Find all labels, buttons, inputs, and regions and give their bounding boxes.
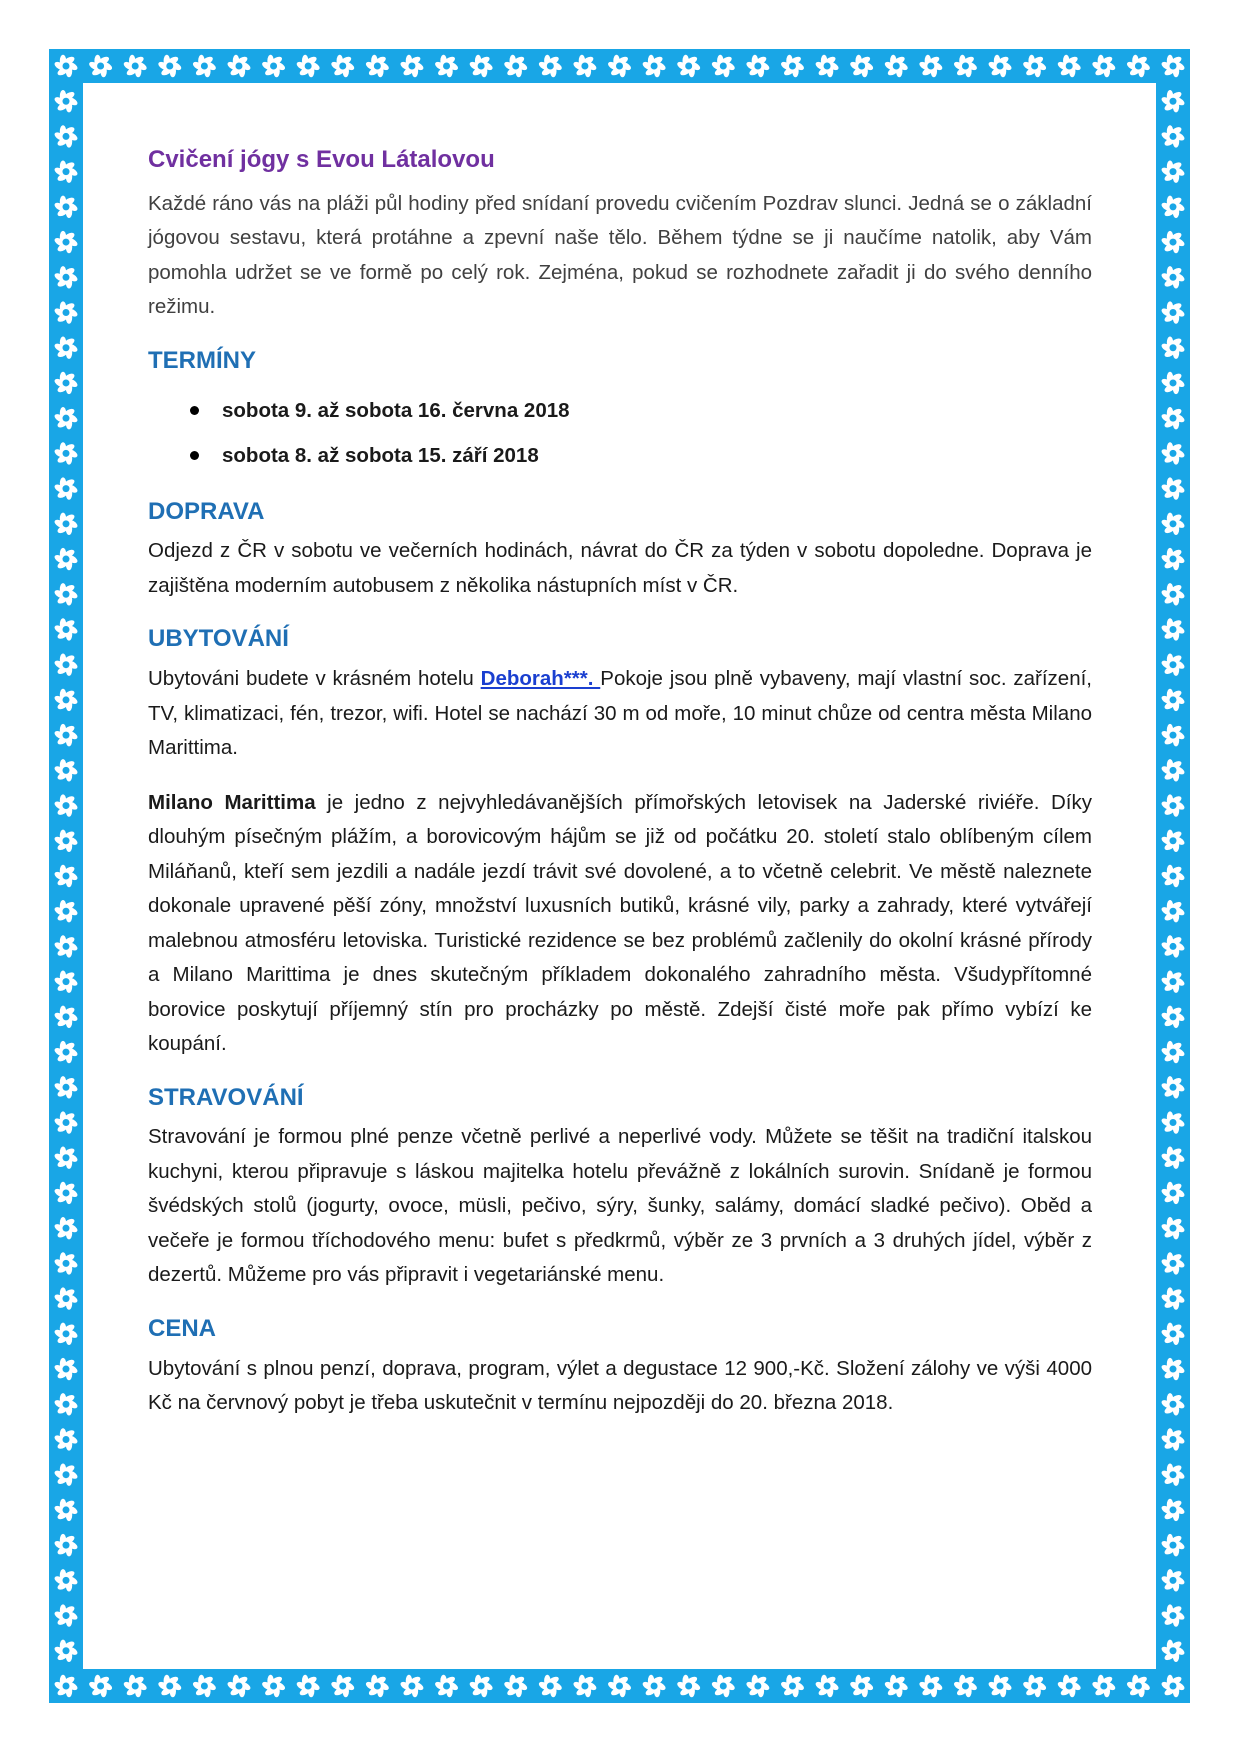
accommodation-heading: UBYTOVÁNÍ — [148, 625, 289, 653]
list-item — [148, 433, 1092, 478]
accommodation-text-after: Pokoje jsou plně vybaveny, mají vlastní soc. zařízení, TV, klimatizaci, fén, trezor, wifi. Hotel se nachází 30 m od moře, 10 minut chůze od centra města Milano Marittima. — [148, 667, 1092, 760]
terms-section — [148, 347, 1092, 478]
meals-heading: STRAVOVÁNÍ — [148, 1083, 304, 1111]
intro-paragraph: Každé ráno vás na pláži půl hodiny před snídaní provedu cvičením Pozdrav slunci. Jedná se o základní jógovou sestavu, která protáhne a zpevní naše tělo. Během týdne se ji naučíme natolik, aby Vám pomohla udržet se ve formě po celý rok. Zejména, pokud se rozhodnete zařadit ji do svého denního režimu. — [148, 191, 1092, 319]
term-date: sobota 8. až sobota 15. září 2018 — [222, 443, 539, 467]
transport-section — [148, 498, 1092, 604]
meals-section — [148, 1084, 1092, 1293]
transport-paragraph: Odjezd z ČR v sobotu ve večerních hodinách, návrat do ČR za týden v sobotu dopoledne. Doprava je zajištěna moderním autobusem z několika nástupních míst v ČR. — [148, 539, 1092, 597]
bullet-icon — [190, 406, 199, 415]
milano-bold: Milano Marittima — [148, 790, 316, 814]
terms-list — [148, 388, 1092, 478]
price-paragraph: Ubytování s plnou penzí, doprava, program, výlet a degustace 12 900,-Kč. Složení zálohy ve výši 4000 Kč na červnový pobyt je třeba uskutečnit v termínu nejpozději do 20. března 2018. — [148, 1356, 1092, 1415]
terms-heading: TERMÍNY — [148, 346, 256, 374]
list-item — [148, 388, 1092, 433]
page-title: Cvičení jógy s Evou Látalovou — [148, 146, 495, 173]
transport-heading: DOPRAVA — [148, 497, 265, 525]
accommodation-text-before: Ubytováni budete v krásném hotelu — [148, 667, 481, 691]
accommodation-paragraph — [148, 662, 1092, 766]
term-date: sobota 9. až sobota 16. června 2018 — [222, 398, 570, 422]
intro-section — [148, 146, 1092, 325]
meals-paragraph: Stravování je formou plné penze včetně perlivé a neperlivé vody. Můžete se těšit na tradiční italskou kuchyni, kterou připravuje s láskou majitelka hotelu převážně z lokálních surovin. Snídaně je formou švédských stolů (jogurty, ovoce, müsli, pečivo, sýry, šunky, salámy, domácí sladké pečivo). Oběd a večeře je formou tříchodového menu: bufet s předkrmů, výběr ze 3 prvních a 3 druhých jídel, výběr z dezertů. Můžeme pro vás připravit i vegetariánské menu. — [148, 1125, 1092, 1287]
price-section — [148, 1315, 1092, 1421]
milano-paragraph — [148, 786, 1092, 1062]
price-heading: CENA — [148, 1314, 217, 1342]
milano-text: je jedno z nejvyhledávanějších přímořských letovisek na Jaderské riviéře. Díky dlouhým písečným plážím, a borovicovým hájům se již od počátku 20. století stalo oblíbeným cílem Miláňanů, kteří sem jezdili a nadále jezdí trávit své dovolené, a to včetně celebrit. Ve městě naleznete dokonale upravené pěší zóny, množství luxusních butiků, krásné vily, parky a zahrady, které vytvářejí malebnou atmosféru letoviska. Turistické rezidence se bez problémů začlenily do okolní krásné přírody a Milano Marittima je dnes skutečným příkladem dokonalého zahradního města. Všudypřítomné borovice poskytují příjemný stín pro procházky po městě. Zdejší čisté moře pak přímo vybízí ke koupání. — [148, 790, 1092, 1056]
hotel-link[interactable]: Deborah***. — [480, 667, 601, 691]
document-body — [148, 146, 1092, 1443]
bullet-icon — [190, 451, 199, 460]
accommodation-section — [148, 625, 1092, 1061]
